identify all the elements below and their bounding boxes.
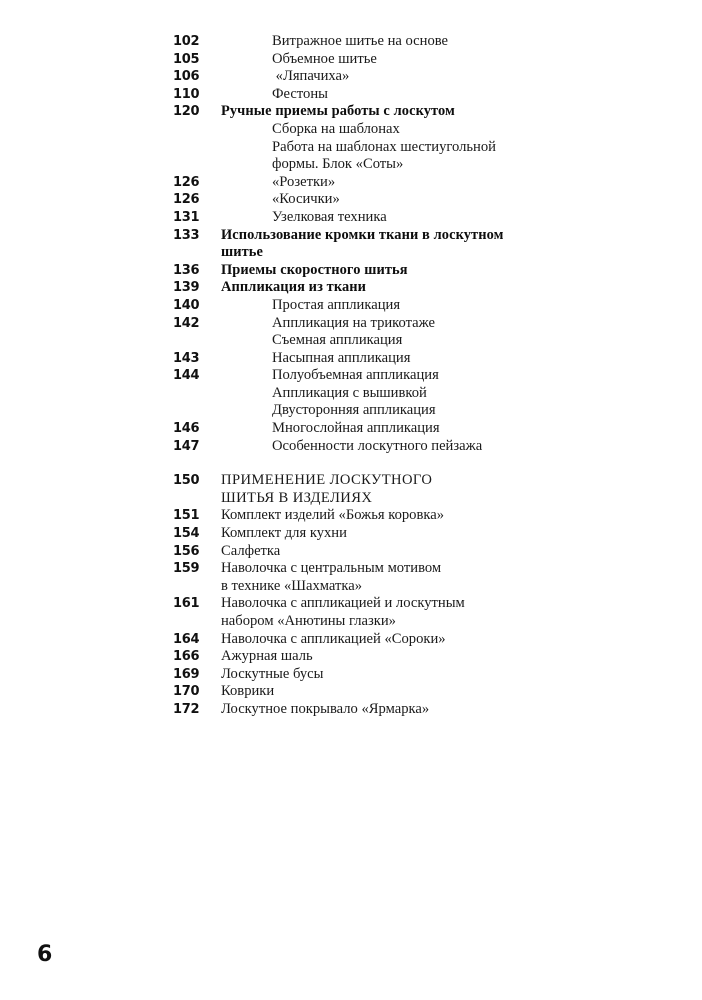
toc-section-title: Наволочка с аппликацией и лоскутным xyxy=(221,595,465,612)
toc-section-title: Ажурная шаль xyxy=(221,648,313,665)
toc-page-number: 102 xyxy=(173,34,200,49)
toc-entry xyxy=(0,420,702,438)
toc-subsection-title: Насыпная аппликация xyxy=(272,349,411,366)
toc-page-number: 110 xyxy=(173,86,200,102)
toc-page-number: 146 xyxy=(173,421,200,437)
toc-entry xyxy=(0,701,702,719)
toc-page-number: 133 xyxy=(173,227,200,243)
toc-subsection-title: «Ляпачиха» xyxy=(272,68,350,85)
toc-entry xyxy=(0,367,702,385)
toc-page-number: 172 xyxy=(173,701,200,717)
toc-subsection-title: Сборка на шаблонах xyxy=(272,120,400,137)
toc-subsection-title: «Розетки» xyxy=(272,173,336,190)
toc-page-number: 170 xyxy=(173,684,200,700)
toc-page-number: 164 xyxy=(173,631,200,647)
toc-entry xyxy=(0,385,702,403)
toc-page-number: 131 xyxy=(173,209,200,225)
toc-entry xyxy=(0,191,702,209)
toc-section-title: Использование кромки ткани в лоскутном xyxy=(221,226,504,243)
toc-entry xyxy=(0,209,702,227)
toc-subsection-title: Простая аппликация xyxy=(272,296,401,313)
toc-entry xyxy=(0,578,702,596)
toc-entry xyxy=(0,262,702,280)
toc-entry xyxy=(0,244,702,262)
toc-chapter-title: ПРИМЕНЕНИЕ ЛОСКУТНОГО xyxy=(221,472,433,489)
toc-page-number: 166 xyxy=(173,649,200,665)
toc-entry xyxy=(0,631,702,649)
toc-page-number: 140 xyxy=(173,297,200,313)
toc-section-title: Лоскутные бусы xyxy=(221,665,324,682)
toc-subsection-title: Фестоны xyxy=(272,85,328,102)
toc-subsection-title: Витражное шитье на основе xyxy=(272,33,449,49)
toc-entry xyxy=(0,297,702,315)
toc-section-title: Комплект для кухни xyxy=(221,525,347,542)
toc-page-number: 154 xyxy=(173,526,200,542)
toc-section-title: Приемы скоростного шитья xyxy=(221,261,408,278)
toc-page-number: 143 xyxy=(173,350,200,366)
toc-subsection-title: Аппликация на трикотаже xyxy=(272,314,436,331)
toc-section-title: Комплект изделий «Божья коровка» xyxy=(221,507,445,524)
toc-entry xyxy=(0,227,702,245)
toc-entry xyxy=(0,490,702,508)
toc-section-title: Салфетка xyxy=(221,542,281,559)
toc-page-number: 120 xyxy=(173,104,200,120)
toc-entry xyxy=(0,648,702,666)
toc-page-number: 144 xyxy=(173,368,200,384)
page-number: 6 xyxy=(37,942,53,967)
toc-entry xyxy=(0,332,702,350)
toc-entry xyxy=(0,33,702,51)
toc-section-title: Лоскутное покрывало «Ярмарка» xyxy=(221,700,430,717)
toc-entry xyxy=(0,139,702,157)
toc-page-number: 142 xyxy=(173,315,200,331)
toc-page-number: 161 xyxy=(173,596,200,612)
toc-page-number: 126 xyxy=(173,174,200,190)
toc-subsection-title: Аппликация с вышивкой xyxy=(272,384,427,401)
toc-subsection-title: Узелковая техника xyxy=(272,208,387,225)
toc-entry xyxy=(0,121,702,139)
toc-section-title: Коврики xyxy=(221,683,275,700)
toc-subsection-title: Объемное шитье xyxy=(272,50,377,67)
toc-subsection-title: Многослойная аппликация xyxy=(272,420,440,437)
toc-page-number: 156 xyxy=(173,543,200,559)
toc-section-title: в технике «Шахматка» xyxy=(221,577,363,594)
toc-entry xyxy=(0,613,702,631)
toc-page-number: 136 xyxy=(173,262,200,278)
toc-section-title: Наволочка с аппликацией «Сороки» xyxy=(221,630,446,647)
toc-entry xyxy=(0,438,702,456)
table-of-contents xyxy=(0,33,702,719)
toc-entry xyxy=(0,103,702,121)
toc-entry xyxy=(0,315,702,333)
toc-page-number: 139 xyxy=(173,280,200,296)
toc-entry xyxy=(0,543,702,561)
toc-entry xyxy=(0,666,702,684)
toc-entry xyxy=(0,402,702,420)
toc-page-number: 159 xyxy=(173,561,200,577)
toc-page-number: 150 xyxy=(173,473,200,489)
toc-entry xyxy=(0,174,702,192)
toc-page-number: 106 xyxy=(173,69,200,85)
toc-chapter-title: ШИТЬЯ В ИЗДЕЛИЯХ xyxy=(221,489,373,506)
toc-subsection-title: формы. Блок «Соты» xyxy=(272,156,404,173)
toc-entry xyxy=(0,156,702,174)
toc-entry xyxy=(0,279,702,297)
toc-subsection-title: Полуобъемная аппликация xyxy=(272,367,439,384)
toc-section-title: шитье xyxy=(221,244,264,261)
toc-entry xyxy=(0,525,702,543)
toc-entry xyxy=(0,350,702,368)
toc-subsection-title: Съемная аппликация xyxy=(272,332,403,349)
toc-subsection-title: Двусторонняя аппликация xyxy=(272,402,436,419)
toc-subsection-title: Особенности лоскутного пейзажа xyxy=(272,437,483,454)
toc-page-number: 151 xyxy=(173,508,200,524)
toc-section-title: Наволочка с центральным мотивом xyxy=(221,560,442,577)
toc-page-number: 126 xyxy=(173,192,200,208)
toc-section-title: набором «Анютины глазки» xyxy=(221,613,396,629)
toc-page-number: 147 xyxy=(173,438,200,454)
toc-entry xyxy=(0,560,702,578)
toc-entry xyxy=(0,595,702,613)
toc-entry xyxy=(0,472,702,490)
toc-entry xyxy=(0,68,702,86)
toc-section-title: Аппликация из ткани xyxy=(221,279,367,296)
toc-section-title: Ручные приемы работы с лоскутом xyxy=(221,103,455,120)
toc-entry xyxy=(0,507,702,525)
toc-entry xyxy=(0,86,702,104)
toc-subsection-title: «Косички» xyxy=(272,191,340,208)
toc-subsection-title: Работа на шаблонах шестиугольной xyxy=(272,138,496,155)
toc-entry xyxy=(0,683,702,701)
toc-entry xyxy=(0,51,702,69)
toc-page-number: 169 xyxy=(173,666,200,682)
toc-page-number: 105 xyxy=(173,51,200,67)
